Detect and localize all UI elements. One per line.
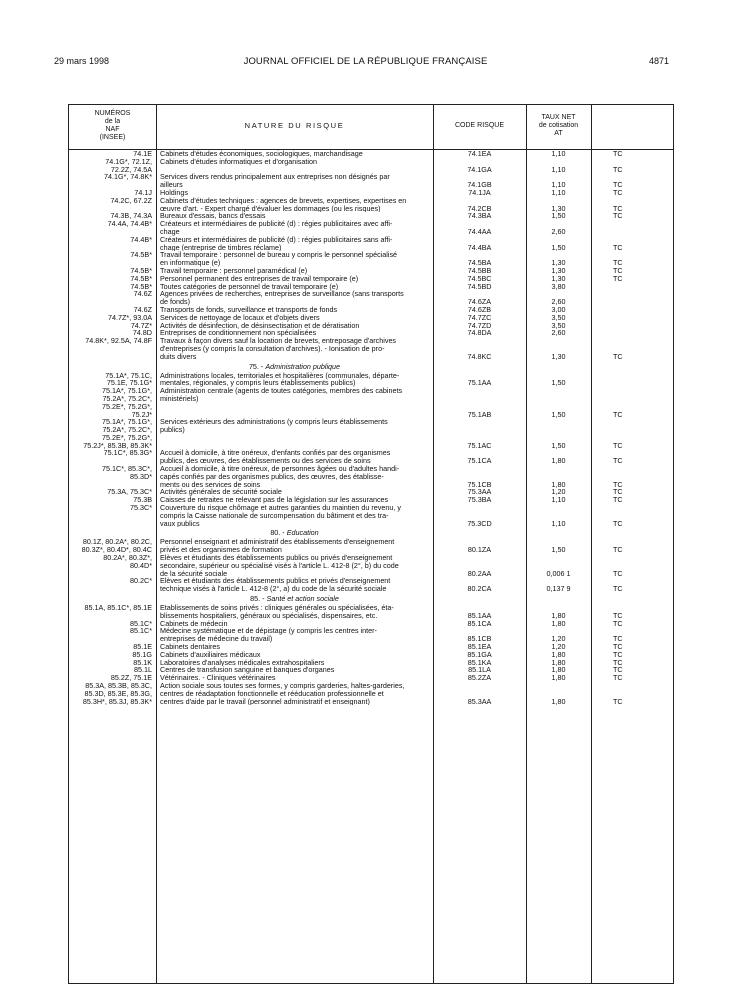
code-cell: 74.4BA <box>467 242 492 252</box>
table-row <box>69 488 673 496</box>
naf-cell: 74.8D <box>132 329 152 338</box>
nature-cell: Travaux à façon divers sauf la location de brevets, entreposage d'archives d'entreprises (y compris la consultation d'archives). - Ionisation de pro- duits divers <box>160 337 397 361</box>
col-header-code: CODE RISQUE <box>454 122 504 129</box>
nature-cell: Travail temporaire : personnel de bureau y compris le personnel spécialisé en informatique (e) <box>160 251 398 267</box>
code-cell: 80.2AA <box>467 568 492 578</box>
table-row <box>69 197 673 213</box>
code-cell: 74.1GB <box>467 180 492 189</box>
rate-cell: 1,80 <box>551 456 566 466</box>
col-header-nature: NATURE DU RISQUE <box>244 121 345 130</box>
rate-cell: 1,80 <box>551 619 566 628</box>
nature-cell: Toutes catégories de personnel de travail temporaire (e) <box>160 282 339 291</box>
table-row <box>69 449 673 465</box>
tc-cell <box>591 329 673 337</box>
nature-cell: Accueil à domicile, à titre onéreux, d'enfants confiés par des organismes publics, des œuvres, des établissements ou des services de soins <box>160 449 391 466</box>
naf-cell: 75.3C* <box>130 504 152 513</box>
nature-cell: Action sociale sous toutes ses formes, y compris garderies, haltes-garderies, centres de réadaptation fonctionnelle et rééducation professionnelle et centres d'aide par le travail (personnel administratif et enseignant) <box>160 682 405 706</box>
nature-cell: Créateurs et intermédiaires de publicité (d) : régies publicitaires sans affi- chage (entreprise de timbres réclame) <box>160 235 393 252</box>
nature-cell: Couverture du risque chômage et autres garanties du maintien du revenu, y compris la Caisse nationale de surcompensation du bâtiment et des tra- vaux publics <box>160 504 401 528</box>
nature-cell: Services divers rendus principalement aux entreprises non désignés par ailleurs <box>160 173 390 189</box>
table-row <box>69 538 673 554</box>
tc-cell: TC <box>613 518 623 528</box>
tc-cell: TC <box>613 212 623 221</box>
table-row <box>69 577 673 593</box>
rate-cell: 1,30 <box>551 274 566 283</box>
code-cell: 74.3BA <box>467 212 492 221</box>
table-row <box>69 158 673 174</box>
table-row <box>69 504 673 527</box>
table-row <box>69 372 673 388</box>
nature-cell: Elèves et étudiants des établissements publics et privés d'enseignement technique visés à l'article L. 412-8 (2°, a) du code de la sécurité sociale <box>160 577 391 594</box>
nature-cell: Administrations locales, territoriales et hospitalières (communales, départe- mentales, régionales, y compris leurs établissements publics) <box>160 371 400 388</box>
rate-cell: 1,80 <box>551 479 566 489</box>
rate-cell: 3,80 <box>551 282 566 291</box>
code-cell: 74.1JA <box>468 188 491 197</box>
naf-cell: 75.1C*, 85.3G* <box>103 449 152 458</box>
rate-cell: 1,50 <box>551 545 566 555</box>
code-cell: 74.5BD <box>467 282 492 291</box>
tc-cell: TC <box>613 666 623 675</box>
nature-cell: Entreprises de conditionnement non spécialisées <box>160 329 317 338</box>
tc-cell: TC <box>613 643 623 651</box>
code-cell: 85.1CB <box>467 634 492 644</box>
section-title: Administration publique <box>265 361 341 371</box>
tc-cell: TC <box>613 266 623 275</box>
rate-cell: 1,80 <box>551 650 566 659</box>
tc-cell <box>591 290 673 306</box>
rate-cell: 1,10 <box>551 150 566 158</box>
code-cell: 74.4AA <box>467 226 492 236</box>
table-row <box>69 387 673 418</box>
code-cell: 75.1AC <box>467 440 492 450</box>
naf-cell: 85.1A, 85.1C*, 85.1E <box>84 604 152 613</box>
col-header-taux: TAUX NET de cotisation AT <box>538 114 579 137</box>
tc-cell: TC <box>613 203 623 213</box>
naf-cell: 74.7Z* <box>130 321 152 330</box>
nature-cell: Etablissements de soins privés : cliniques générales ou spécialisées, éta- blissements hospitaliers, généraux ou spécialisés, dispensaires, etc. <box>160 604 394 620</box>
naf-cell: 85.1C* <box>130 627 152 636</box>
rate-cell: 1,80 <box>551 674 566 682</box>
col-header-naf: NUMÉROS de la NAF (INSEE) <box>94 110 131 141</box>
table-row <box>69 674 673 682</box>
nature-cell: Cabinets d'études informatiques et d'organisation <box>160 157 317 166</box>
rate-cell: 1,20 <box>551 643 566 651</box>
table-row <box>69 682 673 705</box>
tc-cell: TC <box>613 545 623 555</box>
naf-cell: 85.1E <box>133 643 152 651</box>
naf-cell: 74.5B* <box>130 251 152 260</box>
header-date: 29 mars 1998 <box>54 56 110 66</box>
table-row <box>69 322 673 330</box>
tc-cell <box>591 220 673 236</box>
rate-cell: 2,60 <box>551 329 566 338</box>
nature-cell: Agences privées de recherches, entreprises de surveillance (sans transports de fonds) <box>160 290 404 306</box>
nature-cell: Personnel enseignant et administratif des établissements d'enseignement privés et des organismes de formation <box>160 538 395 555</box>
table-row <box>69 173 673 189</box>
nature-cell: Cabinets d'auxiliaires médicaux <box>160 650 261 659</box>
rate-cell: 1,10 <box>551 518 566 528</box>
rate-cell: 1,50 <box>551 409 566 419</box>
naf-cell: 74.4A, 74.4B* <box>107 220 152 229</box>
naf-cell: 80.2C* <box>130 577 152 586</box>
nature-cell: Services de nettoyage de locaux et d'objets divers <box>160 313 320 322</box>
tc-cell: TC <box>613 150 623 158</box>
naf-cell: 85.1G <box>132 650 152 659</box>
nature-cell: Administration centrale (agents de toutes catégories, membres des cabinets ministériels) <box>160 387 403 403</box>
table-body <box>69 150 673 705</box>
code-cell: 74.7ZC <box>467 313 492 322</box>
code-cell: 74.6ZA <box>467 297 492 306</box>
code-cell: 80.2CA <box>467 584 492 594</box>
naf-cell: 74.3B, 74.3A <box>110 212 152 221</box>
tc-cell: TC <box>613 258 623 267</box>
code-cell: 85.2ZA <box>467 674 492 682</box>
code-cell: 74.5BC <box>467 274 492 283</box>
code-cell: 75.1AA <box>467 378 492 388</box>
rate-cell: 1,80 <box>551 666 566 675</box>
table-row <box>69 554 673 577</box>
rate-cell: 3,00 <box>551 305 566 314</box>
code-cell: 85.1GA <box>467 650 492 659</box>
code-cell: 74.1EA <box>467 150 492 158</box>
code-cell: 75.1CB <box>467 479 492 489</box>
rate-cell: 2,60 <box>551 297 566 306</box>
tc-cell: TC <box>613 274 623 283</box>
nature-cell: Services extérieurs des administrations (y compris leurs établissements publics) <box>160 418 388 435</box>
rate-cell: 1,30 <box>551 258 566 267</box>
rate-cell: 3,50 <box>551 321 566 330</box>
rate-cell: 1,30 <box>551 266 566 275</box>
table-row <box>69 418 673 449</box>
tc-cell <box>591 306 673 314</box>
col-header-tc <box>591 105 675 147</box>
tc-cell: TC <box>613 180 623 189</box>
tc-cell: TC <box>613 610 623 620</box>
rate-cell: 0,137 9 <box>546 584 571 594</box>
code-cell: 74.2CB <box>467 203 492 213</box>
tc-cell <box>591 314 673 322</box>
table-row <box>69 651 673 659</box>
code-cell: 85.1AA <box>467 610 492 620</box>
code-cell: 80.1ZA <box>467 545 492 555</box>
nature-cell: Cabinets d'études techniques : agences de brevets, expertises, expertises en œuvre d'art. - Expert chargé d'évaluer les dommages (ou les risques) <box>160 196 407 213</box>
table-row <box>69 275 673 283</box>
naf-cell: 74.1G*, 74.8K* <box>104 173 152 182</box>
table-row <box>69 189 673 197</box>
header-page-number: 4871 <box>648 56 669 66</box>
code-cell: 74.5BB <box>467 266 492 275</box>
section-heading <box>69 593 673 604</box>
table-row <box>69 212 673 220</box>
naf-cell: 85.1C* <box>130 619 152 628</box>
nature-cell: Caisses de retraites ne relevant pas de la législation sur les assurances <box>160 496 389 505</box>
code-cell: 75.1CA <box>467 456 492 466</box>
naf-cell: 85.2Z, 75.1E <box>110 674 152 682</box>
naf-cell: 85.3A, 85.3B, 85.3C, 85.3D, 85.3E, 85.3G, 85.3H*, 85.3J, 85.3K* <box>82 682 152 706</box>
code-cell: 85.3AA <box>467 696 492 706</box>
tc-cell: TC <box>613 568 623 578</box>
nature-cell: Transports de fonds, surveillance et transports de fonds <box>160 305 338 314</box>
code-cell: 85.1LA <box>468 666 491 675</box>
nature-cell: Accueil à domicile, à titre onéreux, de personnes âgées ou d'adultes handi- capés confiés par des organismes publics, des œuvres, des établisse- ments ou des services de soins <box>160 465 400 489</box>
code-cell: 85.1KA <box>467 658 492 667</box>
tc-cell: TC <box>613 650 623 659</box>
tc-cell: TC <box>613 164 623 174</box>
naf-cell: 74.8K*, 92.5A, 74.8F <box>85 337 152 346</box>
table-row <box>69 267 673 275</box>
code-cell: 85.1EA <box>467 643 492 651</box>
table-row <box>69 220 673 236</box>
nature-cell: Médecine systématique et de dépistage (y compris les centres inter- entreprises de médecine du travail) <box>160 627 377 644</box>
tc-cell <box>591 283 673 291</box>
rate-cell: 1,30 <box>551 203 566 213</box>
nature-cell: Centres de transfusion sanguine et banques d'organes <box>160 666 335 675</box>
table-row <box>69 666 673 674</box>
nature-cell: Laboratoires d'analyses médicales extrahospitaliers <box>160 658 325 667</box>
table-row <box>69 620 673 628</box>
table-row <box>69 643 673 651</box>
naf-cell: 74.2C, 67.2Z <box>110 196 152 205</box>
table-row <box>69 604 673 620</box>
table-row <box>69 290 673 306</box>
naf-cell: 74.1J <box>134 188 152 197</box>
nature-cell: Holdings <box>160 188 188 197</box>
nature-cell: Activités générales de sécurité sociale <box>160 488 282 497</box>
naf-cell: 74.5B* <box>130 274 152 283</box>
rate-cell: 1,10 <box>551 180 566 189</box>
tc-cell: TC <box>613 488 623 497</box>
naf-cell: 74.6Z <box>133 305 152 314</box>
naf-cell: 75.1A*, 75.1C, 75.1E, 75.1G* <box>105 371 152 388</box>
rates-table <box>68 104 674 984</box>
tc-cell: TC <box>613 584 623 594</box>
section-heading <box>69 361 673 372</box>
header-journal-title: JOURNAL OFFICIEL DE LA RÉPUBLIQUE FRANÇAISE <box>243 56 488 67</box>
tc-cell: TC <box>613 351 623 361</box>
naf-cell: 75.1A*, 75.1G*, 75.2A*, 75.2C*, 75.2E*, 75.2G*, 75.2J* <box>102 387 152 419</box>
naf-cell: 80.2A*, 80.3Z*, 80.4D* <box>103 554 152 570</box>
rate-cell: 1,50 <box>551 378 566 388</box>
rate-cell: 1,20 <box>551 488 566 497</box>
rate-cell: 1,80 <box>551 610 566 620</box>
table-row <box>69 306 673 314</box>
naf-cell: 74.4B* <box>130 235 152 244</box>
rate-cell: 1,10 <box>551 188 566 197</box>
naf-cell: 74.1G*, 72.1Z, 72.2Z, 74.5A <box>105 157 152 174</box>
table-row <box>69 283 673 291</box>
tc-cell: TC <box>613 409 623 419</box>
rate-cell: 1,20 <box>551 634 566 644</box>
code-cell: 74.5BA <box>467 258 492 267</box>
tc-cell: TC <box>613 496 623 505</box>
naf-cell: 75.1A*, 75.1G*, 75.2A*, 75.2C*, 75.2E*, 75.2G*, 75.2J*, 85.3B, 85.3K* <box>83 418 152 450</box>
table-row <box>69 659 673 667</box>
rate-cell: 1,80 <box>551 658 566 667</box>
nature-cell: Vétérinaires. - Cliniques vétérinaires <box>160 674 276 682</box>
rate-cell: 2,60 <box>551 226 566 236</box>
nature-cell: Cabinets dentaires <box>160 643 220 651</box>
table-row <box>69 150 673 158</box>
tc-cell <box>591 322 673 330</box>
nature-cell: Bureaux d'essais, bancs d'essais <box>160 212 266 221</box>
table-row <box>69 465 673 488</box>
nature-cell: Personnel permanent des entreprises de travail temporaire (e) <box>160 274 359 283</box>
nature-cell: Activités de désinfection, de désinsectisation et de dératisation <box>160 321 360 330</box>
section-number: 85. - <box>250 594 267 604</box>
naf-cell: 85.1K <box>133 658 152 667</box>
rate-cell: 0,006 1 <box>546 568 571 578</box>
tc-cell: TC <box>613 619 623 628</box>
tc-cell: TC <box>613 674 623 682</box>
nature-cell: Elèves et étudiants des établissements publics ou privés d'enseignement secondaire, supérieur ou spécialisé visés à l'article L. 412-8 (2°, b) du code de la sécurité sociale <box>160 554 399 578</box>
nature-cell: Créateurs et intermédiaires de publicité (d) : régies publicitaires avec affi- chage <box>160 220 393 236</box>
code-cell: 74.6ZB <box>467 305 492 314</box>
naf-cell: 74.5B* <box>130 282 152 291</box>
tc-cell: TC <box>613 456 623 466</box>
naf-cell: 75.3B <box>133 496 152 505</box>
table-row <box>69 236 673 252</box>
tc-cell: TC <box>613 440 623 450</box>
naf-cell: 74.6Z <box>133 290 152 299</box>
tc-cell: TC <box>613 658 623 667</box>
code-cell: 75.1AB <box>467 409 492 419</box>
nature-cell: Travail temporaire : personnel paramédical (e) <box>160 266 308 275</box>
nature-cell: Cabinets de médecin <box>160 619 228 628</box>
code-cell: 85.1CA <box>467 619 492 628</box>
table-row <box>69 627 673 643</box>
naf-cell: 80.1Z, 80.2A*, 80.2C, 80.3Z*, 80.4D*, 80.4C <box>81 538 152 555</box>
naf-cell: 74.1E <box>133 150 152 158</box>
code-cell: 75.3CD <box>467 518 492 528</box>
rate-cell: 1,50 <box>551 212 566 221</box>
table-row <box>69 251 673 267</box>
table-row <box>69 314 673 322</box>
nature-cell: Cabinets d'études économiques, sociologiques, marchandisage <box>160 150 363 158</box>
tc-cell: TC <box>613 634 623 644</box>
code-cell: 74.8DA <box>467 329 492 338</box>
tc-cell: TC <box>613 188 623 197</box>
table-row <box>69 496 673 504</box>
rate-cell: 1,50 <box>551 440 566 450</box>
naf-cell: 75.3A, 75.3C* <box>107 488 152 497</box>
tc-cell: TC <box>613 696 623 706</box>
naf-cell: 74.5B* <box>130 266 152 275</box>
rate-cell: 1,30 <box>551 351 566 361</box>
tc-cell <box>591 372 673 388</box>
code-cell: 74.7ZD <box>467 321 492 330</box>
rate-cell: 1,50 <box>551 242 566 252</box>
section-heading <box>69 527 673 538</box>
table-row <box>69 329 673 337</box>
tc-cell: TC <box>613 242 623 252</box>
naf-cell: 75.1C*, 85.3C*, 85.3D* <box>102 465 152 481</box>
code-cell: 75.3AA <box>467 488 492 497</box>
table-row <box>69 337 673 360</box>
section-title: Education <box>286 528 319 538</box>
section-number: 75. - <box>248 361 266 371</box>
section-title: Santé et action sociale <box>266 594 339 604</box>
naf-cell: 85.1L <box>134 666 152 675</box>
section-number: 80. - <box>270 528 287 538</box>
rate-cell: 3,50 <box>551 313 566 322</box>
rate-cell: 1,10 <box>551 496 566 505</box>
tc-cell: TC <box>613 479 623 489</box>
code-cell: 75.3BA <box>467 496 492 505</box>
naf-cell: 74.7Z*, 93.0A <box>108 313 152 322</box>
rate-cell: 1,10 <box>551 164 566 174</box>
code-cell: 74.1GA <box>467 164 492 174</box>
code-cell: 74.8KC <box>467 351 492 361</box>
rate-cell: 1,80 <box>551 696 566 706</box>
